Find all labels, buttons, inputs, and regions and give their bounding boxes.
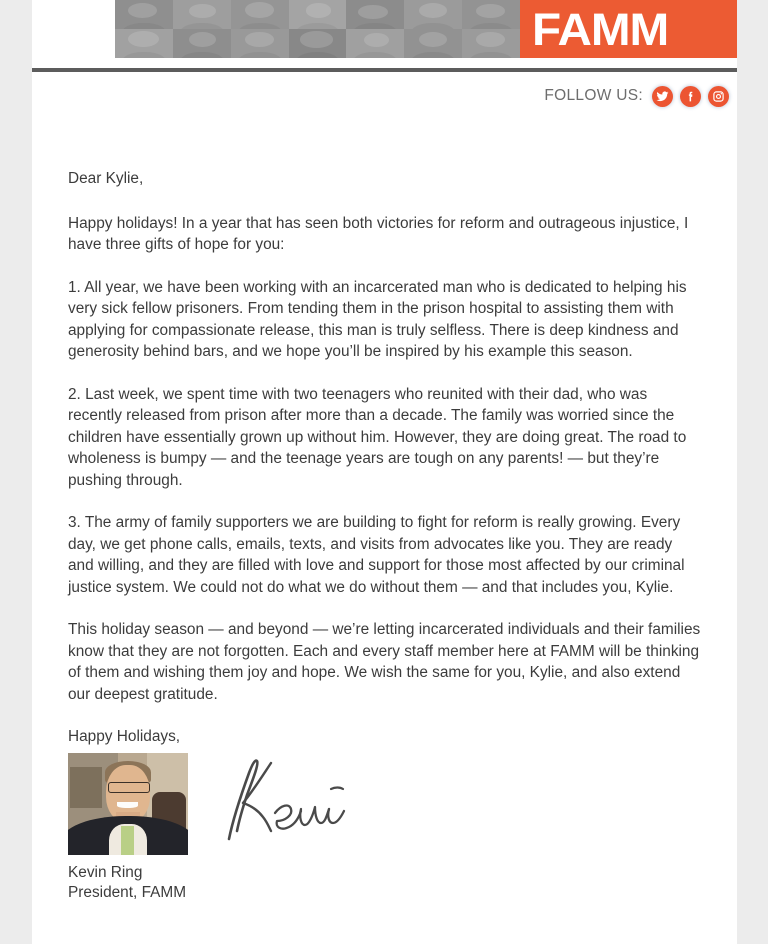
header-divider (32, 68, 737, 72)
famm-logo-text: FAMM (532, 4, 669, 55)
collage-tile (115, 0, 173, 29)
letter-outro: This holiday season — and beyond — we’re letting incarcerated individuals and their families know that they are not forgotten. Each and every staff member here at FAMM will be thinking of them and wishing them joy and hope. We wish the same for you, Kylie, and also extend our deepest gratitude. (68, 621, 701, 703)
letter-point-3: 3. The army of family supporters we are building to fight for reform is really growing. Every day, we get phone calls, emails, texts, and visits from advocates like you. They are ready and willing, and they are filled with love and support for those most affected by our criminal justice system. We could not do what we do without them — and that includes you, Kylie. (68, 514, 685, 596)
signer-title: President, FAMM (68, 883, 187, 901)
famm-logo[interactable] (520, 0, 737, 58)
header-banner (115, 0, 737, 58)
collage-tile (404, 29, 462, 58)
letter-point-2: 2. Last week, we spent time with two teenagers who reunited with their dad, who was recently released from prison after more than a decade. The family was worried since the children have essentially grown up without him. However, they are doing great. The road to wholeness is bumpy — and the teenage years are tough on any parents! — but they’re pushing through. (68, 385, 687, 489)
photo-collage (115, 0, 520, 58)
collage-tile (289, 0, 347, 29)
collage-tile (462, 29, 520, 58)
letter-salutation: Dear Kylie, (68, 170, 144, 187)
collage-tile (231, 0, 289, 29)
collage-tile (173, 29, 231, 58)
collage-tile (289, 29, 347, 58)
collage-tile (462, 0, 520, 29)
collage-tile (231, 29, 289, 58)
collage-tile (346, 29, 404, 58)
facebook-icon[interactable] (680, 86, 701, 107)
follow-us-label: FOLLOW US: (544, 87, 643, 104)
collage-tile (173, 0, 231, 29)
handwritten-signature (213, 751, 353, 851)
portrait-photo (68, 753, 188, 855)
twitter-icon[interactable] (652, 86, 673, 107)
collage-tile (115, 29, 173, 58)
follow-us-bar (544, 84, 729, 108)
letter-intro: Happy holidays! In a year that has seen both victories for reform and outrageous injustice, I have three gifts of hope for you: (68, 214, 689, 253)
letter-closing: Happy Holidays, (68, 728, 181, 745)
signer-name: Kevin Ring (68, 864, 143, 881)
instagram-icon[interactable] (708, 86, 729, 107)
letter-body (68, 168, 702, 748)
collage-tile (346, 0, 404, 29)
letter-point-1: 1. All year, we have been working with an incarcerated man who is dedicated to helping his very sick fellow prisoners. From tending them in the prison hospital to assisting them with applying for compassionate release, this man is truly selfless. There is deep kindness and generosity behind bars, and we hope you’ll be inspired by his example this season. (68, 278, 687, 360)
email-page (32, 0, 737, 944)
signature-name-block (68, 863, 186, 902)
signature-block (68, 753, 702, 913)
collage-tile (404, 0, 462, 29)
